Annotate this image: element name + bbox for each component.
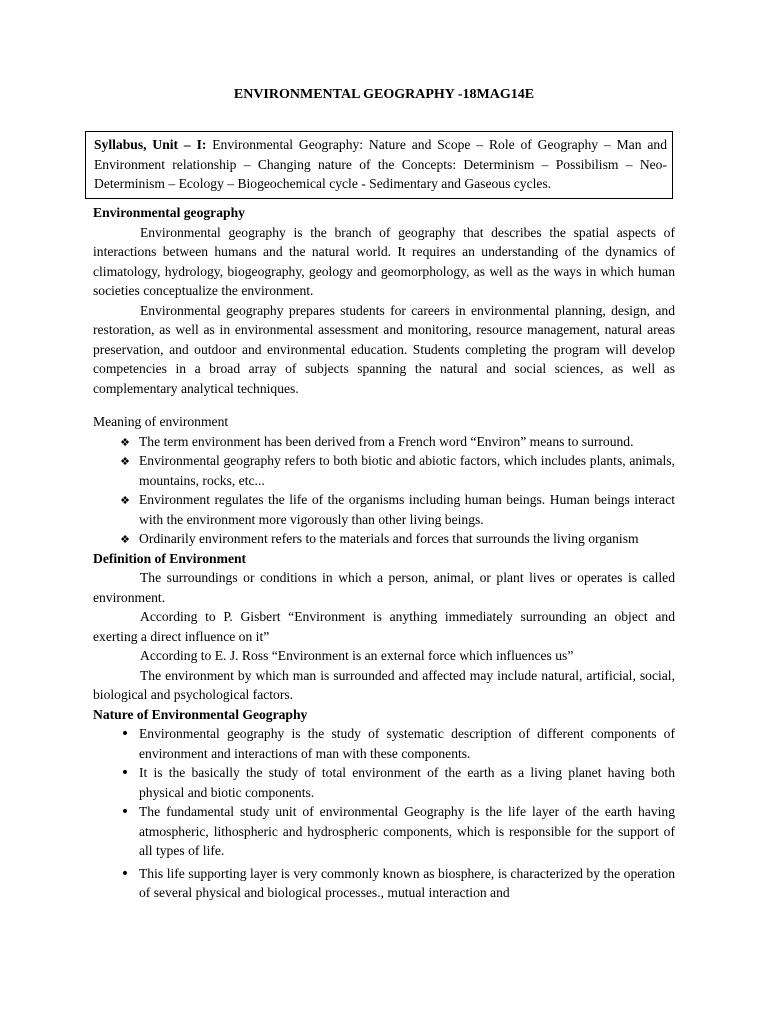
list-item-text: This life supporting layer is very commonly known as biosphere, is characterized by the operation of several physical and biological processes., mutual interaction and xyxy=(139,865,675,900)
list-item xyxy=(93,490,675,529)
list-item-text: Environment regulates the life of the organisms including human beings. Human beings interact with the environment more vigorously than other living beings. xyxy=(139,492,675,527)
section-heading-nature: Nature of Environmental Geography xyxy=(93,706,308,722)
diamond-bullet-icon xyxy=(118,432,132,453)
paragraph: The environment by which man is surrounded and affected may include natural, artificial, social, biological and psychological factors. xyxy=(93,667,675,702)
list-item xyxy=(93,802,675,861)
list-item xyxy=(93,864,675,903)
bullet-icon xyxy=(118,864,132,885)
document-title: ENVIRONMENTAL GEOGRAPHY -18MAG14E xyxy=(233,87,535,102)
list-item-text: The term environment has been derived from a French word “Environ” means to surround. xyxy=(139,433,634,449)
list-item-text: Environmental geography is the study of systematic description of different components of environment and interactions of man with these components. xyxy=(139,726,675,761)
list-item-text: It is the basically the study of total environment of the earth as a living planet having both physical and biotic components. xyxy=(139,765,675,800)
syllabus-text: Environmental Geography: Nature and Scope – Role of Geography – Man and Environment relationship – Changing nature of the Concepts: Determinism – Possibilism – Neo-Determinism – Ecology – Biogeochemical cycle - Sedimentary and Gaseous cycles. xyxy=(94,137,667,191)
list-item xyxy=(93,724,675,763)
bullet-icon xyxy=(118,724,132,745)
paragraph: Environmental geography is the branch of geography that describes the spatial aspects of interactions between humans and the natural world. It requires an understanding of the dynamics of climatology, hydrology, biogeography, geology and geomorphology, as well as the ways in which human societies conceptualize the environment. xyxy=(93,224,675,298)
list-item-text: Environmental geography refers to both biotic and abiotic factors, which includes plants, animals, mountains, rocks, etc... xyxy=(139,453,675,488)
syllabus-label: Syllabus, Unit – I: xyxy=(94,137,207,152)
list-item xyxy=(93,432,675,452)
quote-gisbert: According to P. Gisbert “Environment is anything immediately surrounding an object and exerting a direct influence on it” xyxy=(93,609,675,644)
list-item xyxy=(93,529,675,549)
quote-ross: According to E. J. Ross “Environment is an external force which influences us” xyxy=(140,648,574,663)
section-heading-meaning: Meaning of environment xyxy=(93,414,229,429)
diamond-bullet-icon xyxy=(118,451,132,472)
diamond-bullet-icon xyxy=(118,529,132,550)
paragraph: Environmental geography prepares students for careers in environmental planning, design, and restoration, as well as in environmental assessment and monitoring, resource management, natural areas preservation, and outdoor and environmental education. Students completing the program will develop competencies in a broad array of subjects spanning the natural and social sciences, as well as complementary analytical techniques. xyxy=(93,302,675,396)
section-heading-environmental-geography: Environmental geography xyxy=(93,205,245,220)
bullet-icon xyxy=(118,802,132,823)
paragraph: The surroundings or conditions in which a person, animal, or plant lives or operates is called environment. xyxy=(93,570,675,605)
list-item-text: Ordinarily environment refers to the materials and forces that surrounds the living organism xyxy=(139,531,639,546)
section-heading-definition: Definition of Environment xyxy=(93,550,247,566)
nature-list xyxy=(93,724,675,903)
body-text xyxy=(93,203,675,903)
list-item xyxy=(93,451,675,490)
list-item xyxy=(93,763,675,802)
meaning-list xyxy=(93,432,675,549)
syllabus-box xyxy=(85,131,673,199)
diamond-bullet-icon xyxy=(118,490,132,511)
bullet-icon xyxy=(118,763,132,784)
list-item-text: The fundamental study unit of environmental Geography is the life layer of the earth having atmospheric, lithospheric and hydrospheric components, which is responsible for the support of all types of life. xyxy=(139,804,675,858)
